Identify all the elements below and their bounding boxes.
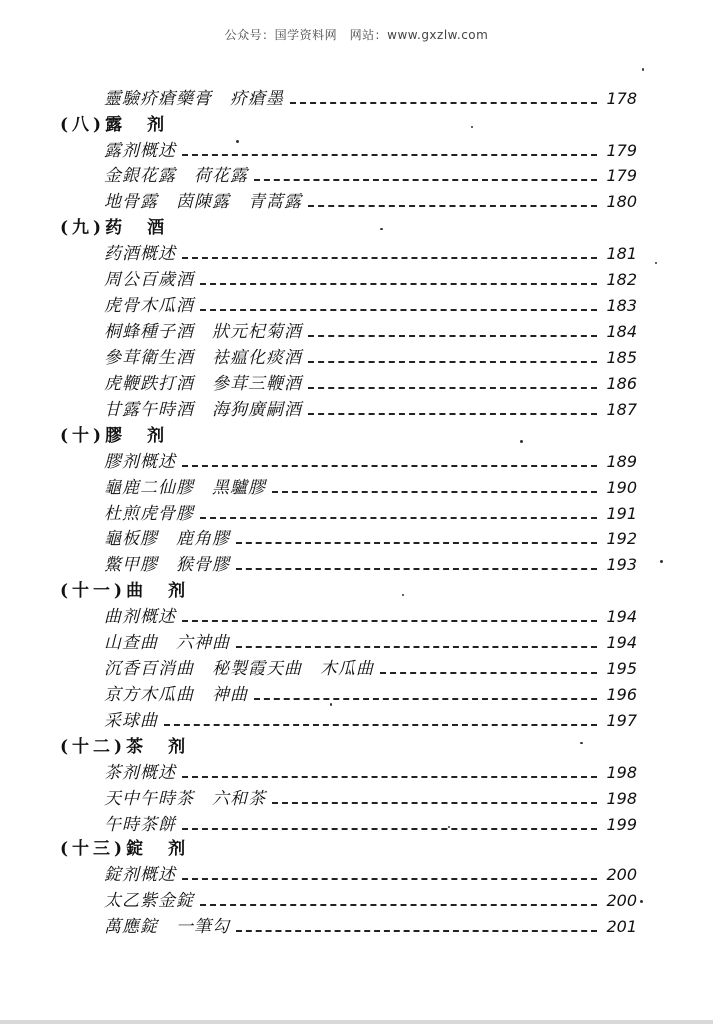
- page-number: 198: [606, 789, 637, 808]
- scan-speck: [448, 826, 450, 828]
- page-number: 189: [606, 452, 637, 471]
- scan-speck: [471, 126, 473, 128]
- entry-title: 太乙紫金錠: [104, 891, 194, 911]
- dot-leader: [308, 335, 597, 337]
- scan-speck: [655, 262, 657, 264]
- dot-leader: [308, 387, 597, 389]
- scan-speck: [330, 703, 332, 706]
- page-number: 200: [606, 891, 637, 910]
- dot-leader: [236, 930, 597, 932]
- entry-title: 鱉甲膠 猴骨膠: [104, 555, 230, 575]
- section-heading: (十)膠 剂: [60, 426, 169, 446]
- entry-title: 采球曲: [104, 711, 158, 731]
- entry-title: 天中午時茶 六和茶: [104, 789, 266, 809]
- entry-title: 桐蜂種子酒 狀元杞菊酒: [104, 322, 302, 342]
- page-number: 179: [606, 141, 637, 160]
- page-number: 180: [606, 192, 637, 211]
- toc-entry: [0, 161, 713, 187]
- dot-leader: [290, 102, 597, 104]
- page-number: 194: [606, 633, 637, 652]
- toc-entry: [0, 291, 713, 317]
- page-number: 182: [606, 270, 637, 289]
- scan-speck: [642, 68, 644, 71]
- dot-leader: [200, 904, 597, 906]
- toc-section: [0, 213, 713, 239]
- section-heading: (九)药 酒: [60, 218, 169, 238]
- dot-leader: [236, 542, 597, 544]
- page-bottom-edge: [0, 1020, 713, 1024]
- page-number: 186: [606, 374, 637, 393]
- toc-entry: [0, 395, 713, 421]
- section-heading: (八)露 剂: [60, 115, 169, 135]
- dot-leader: [308, 413, 597, 415]
- entry-title: 錠剂概述: [104, 865, 176, 885]
- watermark-header: 公众号：国学资料网 网站：www.gxzlw.com: [224, 28, 489, 42]
- scan-speck: [580, 742, 583, 744]
- page-number: 185: [606, 348, 637, 367]
- dot-leader: [182, 154, 597, 156]
- dot-leader: [308, 205, 597, 207]
- entry-title: 周公百歲酒: [104, 270, 194, 290]
- page-number: 179: [606, 166, 637, 185]
- scan-speck: [236, 140, 239, 143]
- page-number: 191: [606, 504, 637, 523]
- entry-title: 沉香百消曲 秘製霞天曲 木瓜曲: [104, 659, 374, 679]
- toc-entry: [0, 447, 713, 473]
- toc-entry: [0, 912, 713, 938]
- page-number: 190: [606, 478, 637, 497]
- toc-section: [0, 421, 713, 447]
- dot-leader: [200, 309, 597, 311]
- toc-entry: [0, 654, 713, 680]
- entry-title: 金銀花露 荷花露: [104, 166, 248, 186]
- toc-entry: [0, 602, 713, 628]
- scan-speck: [660, 560, 663, 563]
- page-number: 196: [606, 685, 637, 704]
- entry-title: 曲剂概述: [104, 607, 176, 627]
- entry-title: 萬應錠 一筆勾: [104, 917, 230, 937]
- page-number: 198: [606, 763, 637, 782]
- section-heading: (十一)曲 剂: [60, 581, 190, 601]
- dot-leader: [236, 568, 597, 570]
- section-heading: (十二)茶 剂: [60, 737, 190, 757]
- entry-title: 龜板膠 鹿角膠: [104, 529, 230, 549]
- entry-title: 參茸衛生酒 袪瘟化痰酒: [104, 348, 302, 368]
- dot-leader: [182, 776, 597, 778]
- entry-title: 露剂概述: [104, 141, 176, 161]
- dot-leader: [182, 257, 597, 259]
- dot-leader: [164, 724, 597, 726]
- toc-section: [0, 110, 713, 136]
- page-number: 194: [606, 607, 637, 626]
- page-number: 183: [606, 296, 637, 315]
- dot-leader: [182, 828, 597, 830]
- toc-section: [0, 732, 713, 758]
- page-number: 195: [606, 659, 637, 678]
- toc-entry: [0, 369, 713, 395]
- entry-title: 地骨露 茵陳露 青蒿露: [104, 192, 302, 212]
- dot-leader: [200, 283, 597, 285]
- toc-section: [0, 834, 713, 860]
- dot-leader: [272, 802, 597, 804]
- dot-leader: [380, 672, 597, 674]
- toc-entry: [0, 810, 713, 836]
- toc-entry: [0, 550, 713, 576]
- entry-title: 甘露午時酒 海狗廣嗣酒: [104, 400, 302, 420]
- toc-entry: [0, 886, 713, 912]
- dot-leader: [254, 179, 597, 181]
- page-number: 201: [606, 917, 637, 936]
- toc-entry: [0, 317, 713, 343]
- toc-entry: [0, 628, 713, 654]
- page-number: 197: [606, 711, 637, 730]
- page-number: 193: [606, 555, 637, 574]
- scan-speck: [402, 594, 404, 596]
- scan-speck: [640, 900, 643, 903]
- dot-leader: [308, 361, 597, 363]
- dot-leader: [182, 465, 597, 467]
- dot-leader: [236, 646, 597, 648]
- dot-leader: [272, 491, 597, 493]
- toc-entry: [0, 860, 713, 886]
- toc-entry: [0, 524, 713, 550]
- dot-leader: [200, 517, 597, 519]
- entry-title: 膠剂概述: [104, 452, 176, 472]
- toc-entry: [0, 239, 713, 265]
- toc-entry: [0, 136, 713, 162]
- page-number: 200: [606, 865, 637, 884]
- page-number: 199: [606, 815, 637, 834]
- toc-section: [0, 576, 713, 602]
- entry-title: 靈驗疥瘡藥膏 疥瘡墨: [104, 89, 284, 109]
- entry-title: 杜煎虎骨膠: [104, 504, 194, 524]
- toc-entry: [0, 758, 713, 784]
- entry-title: 午時茶餅: [104, 815, 176, 835]
- toc-entry: [0, 706, 713, 732]
- dot-leader: [182, 620, 597, 622]
- toc-entry: [0, 473, 713, 499]
- toc-entry: [0, 343, 713, 369]
- entry-title: 京方木瓜曲 神曲: [104, 685, 248, 705]
- entry-title: 虎鞭跌打酒 參茸三鞭酒: [104, 374, 302, 394]
- page-number: 187: [606, 400, 637, 419]
- toc-entry: [0, 499, 713, 525]
- scan-speck: [380, 228, 383, 230]
- toc-entry: [0, 265, 713, 291]
- dot-leader: [182, 878, 597, 880]
- page-number: 184: [606, 322, 637, 341]
- toc-entry: [0, 84, 713, 110]
- dot-leader: [254, 698, 597, 700]
- toc-entry: [0, 187, 713, 213]
- scan-speck: [520, 440, 523, 443]
- toc-entry: [0, 680, 713, 706]
- page-number: 181: [606, 244, 637, 263]
- section-heading: (十三)錠 剂: [60, 839, 190, 859]
- entry-title: 茶剂概述: [104, 763, 176, 783]
- page-number: 192: [606, 529, 637, 548]
- toc-entry: [0, 784, 713, 810]
- entry-title: 龜鹿二仙膠 黑驢膠: [104, 478, 266, 498]
- entry-title: 虎骨木瓜酒: [104, 296, 194, 316]
- entry-title: 山查曲 六神曲: [104, 633, 230, 653]
- entry-title: 药酒概述: [104, 244, 176, 264]
- page-number: 178: [606, 89, 637, 108]
